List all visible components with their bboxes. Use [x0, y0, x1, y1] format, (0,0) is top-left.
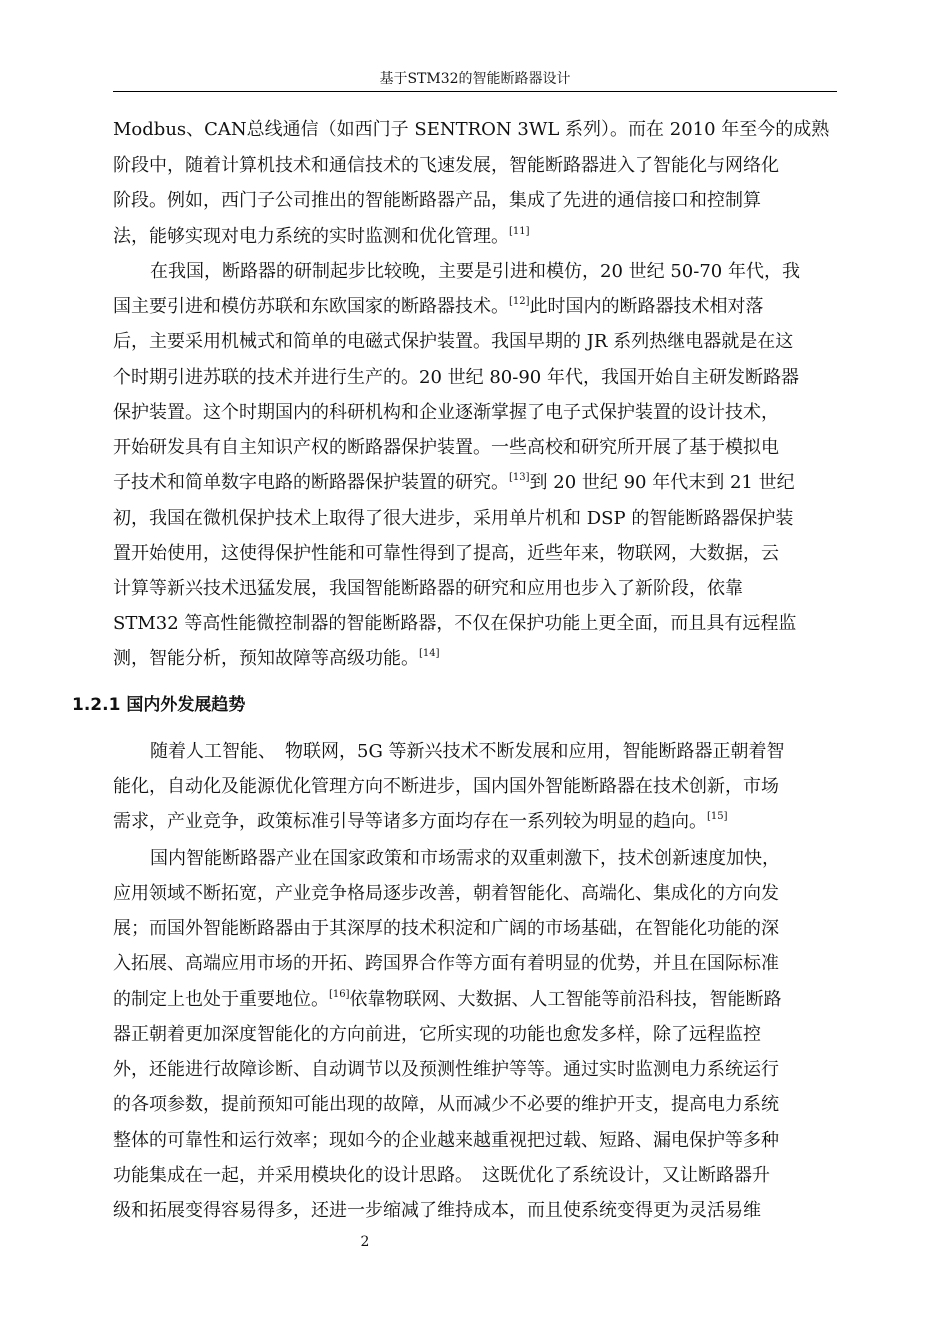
body-line: 功能集成在一起，并采用模块化的设计思路。 这既优化了系统设计，又让断路器升 [113, 1165, 770, 1186]
body-line: 子技术和简单数字电路的断路器保护装置的研究。[13]到 20 世纪 90 年代末到 21 世纪 [113, 472, 795, 493]
body-line: 器正朝着更加深度智能化的方向前进，它所实现的功能也愈发多样，除了远程监控 [113, 1024, 761, 1045]
body-line: 法，能够实现对电力系统的实时监测和优化管理。[11] [113, 226, 530, 247]
body-line: 个时期引进苏联的技术并进行生产的。20 世纪 80-90 年代，我国开始自主研发断路器 [113, 367, 799, 388]
page-number: 2 [360, 1234, 370, 1250]
header-divider [113, 91, 837, 92]
body-line: 在我国，断路器的研制起步比较晚，主要是引进和模仿，20 世纪 50-70 年代，我 [150, 261, 800, 282]
body-line: 需求，产业竞争，政策标准引导等诸多方面均存在一系列较为明显的趋向。[15] [113, 811, 728, 832]
citation: [16] [329, 989, 350, 1000]
body-line: 测，智能分析，预知故障等高级功能。[14] [113, 648, 440, 669]
citation: [15] [707, 811, 728, 822]
body-line: 能化，自动化及能源优化管理方向不断进步，国内国外智能断路器在技术创新，市场 [113, 776, 779, 797]
body-line: STM32 等高性能微控制器的智能断路器，不仅在保护功能上更全面，而且具有远程监 [113, 613, 797, 634]
body-line: 初，我国在微机保护技术上取得了很大进步，采用单片机和 DSP 的智能断路器保护装 [113, 508, 794, 529]
body-line: 展；而国外智能断路器由于其深厚的技术积淀和广阔的市场基础，在智能化功能的深 [113, 918, 779, 939]
citation: [12] [509, 296, 530, 307]
body-line: 随着人工智能、 物联网，5G 等新兴技术不断发展和应用，智能断路器正朝着智 [150, 741, 785, 762]
citation: [11] [509, 226, 530, 237]
citation: [14] [419, 648, 440, 659]
body-line: Modbus、CAN总线通信（如西门子 SENTRON 3WL 系列）。而在 2010 年至今的成熟 [113, 119, 830, 140]
body-line: 置开始使用，这使得保护性能和可靠性得到了提高，近些年来，物联网，大数据，云 [113, 543, 779, 564]
body-line: 应用领域不断拓宽，产业竞争格局逐步改善，朝着智能化、高端化、集成化的方向发 [113, 883, 779, 904]
body-line: 保护装置。这个时期国内的科研机构和企业逐渐掌握了电子式保护装置的设计技术， [113, 402, 779, 423]
citation: [13] [509, 472, 530, 483]
section-heading: 1.2.1 国内外发展趋势 [72, 695, 246, 715]
body-line: 国主要引进和模仿苏联和东欧国家的断路器技术。[12]此时国内的断路器技术相对落 [113, 296, 764, 317]
body-line: 阶段。例如，西门子公司推出的智能断路器产品，集成了先进的通信接口和控制算 [113, 190, 761, 211]
body-line: 级和拓展变得容易得多，还进一步缩减了维持成本，而且使系统变得更为灵活易维 [113, 1200, 761, 1221]
body-line: 外，还能进行故障诊断、自动调节以及预测性维护等等。通过实时监测电力系统运行 [113, 1059, 779, 1080]
body-line: 整体的可靠性和运行效率；现如今的企业越来越重视把过载、短路、漏电保护等多种 [113, 1130, 779, 1151]
body-line: 开始研发具有自主知识产权的断路器保护装置。一些高校和研究所开展了基于模拟电 [113, 437, 779, 458]
page-header-title: 基于STM32的智能断路器设计 [379, 71, 571, 87]
body-line: 的各项参数，提前预知可能出现的故障，从而减少不必要的维护开支，提高电力系统 [113, 1094, 779, 1115]
body-line: 的制定上也处于重要地位。[16]依靠物联网、大数据、人工智能等前沿科技，智能断路 [113, 989, 782, 1010]
body-line: 国内智能断路器产业在国家政策和市场需求的双重刺激下，技术创新速度加快， [150, 848, 780, 869]
body-line: 阶段中，随着计算机技术和通信技术的飞速发展，智能断路器进入了智能化与网络化 [113, 155, 779, 176]
body-line: 入拓展、高端应用市场的开拓、跨国界合作等方面有着明显的优势，并且在国际标准 [113, 953, 779, 974]
body-line: 计算等新兴技术迅猛发展，我国智能断路器的研究和应用也步入了新阶段，依靠 [113, 578, 743, 599]
body-line: 后，主要采用机械式和简单的电磁式保护装置。我国早期的 JR 系列热继电器就是在这 [113, 331, 794, 352]
